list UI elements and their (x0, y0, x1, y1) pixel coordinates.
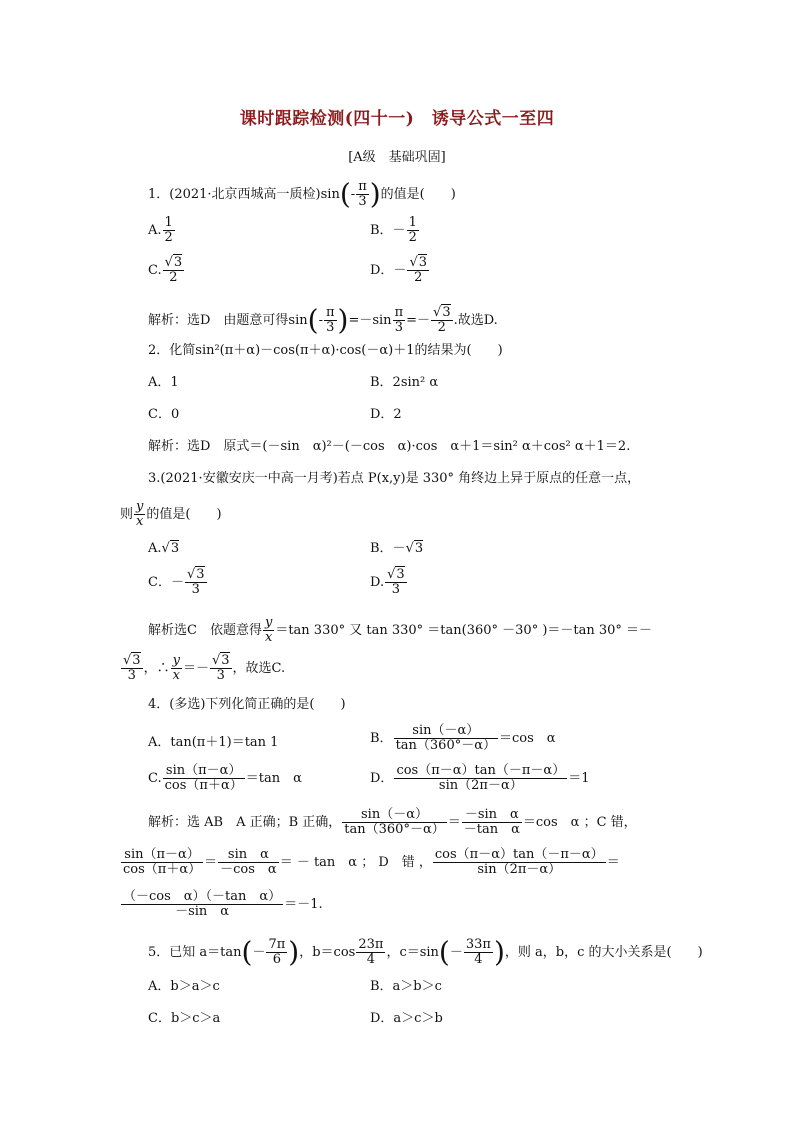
q3-solution: 解析选C 依题意得 $\frac{y}{x}$ ＝tan 330° 又 tan 330° ＝tan(360° －30° )＝－tan 30° ＝－ (148, 615, 653, 645)
q4-solution-line2: $\frac{\sin(\pi-\alpha)}{\cos(\pi+\alpha)}$ ＝ $\frac{\text{sin α}}{\text{－cos α}}$ ＝ － tan α ； D 错 ， $\frac{\cos(\pi-\alpha)\tan(-\pi-\alpha)}{\sin(2\pi-\alpha)}$ ＝ (123, 847, 620, 877)
q3-option-a: A.√3 (148, 541, 180, 556)
question-2-stem: 2．化简sin²(π＋α)－cos(π＋α)·cos(－α)＋1的结果为( ) (148, 343, 503, 358)
q4-option-b: B． $\frac{\sin(-\alpha)}{\tan(360^\circ-\alpha)}$ ＝cos α (370, 723, 556, 753)
question-3-stem: 3.(2021·安徽安庆一中高一月考)若点 P(x,y)是 330° 角终边上异于原点的任意一点， (148, 471, 641, 486)
question-5-stem: 5．已知 a＝tan(－ $\frac{7\pi}{6}$ )，b＝cos $\frac{23\pi}{4}$ ，c＝sin(－ $\frac{33\pi}{4}$ )，则 a，b，c 的大小关系是( ) (148, 935, 703, 969)
question-3-stem-cont: 则 $\frac{y}{x}$ 的值是( ) (120, 499, 222, 529)
q1-option-d: D．－ $\frac{√3}{2}$ (370, 255, 428, 285)
q4-option-c: C. $\frac{\sin(\pi-\alpha)}{\cos(\pi+\alpha)}$ ＝tan α (148, 763, 302, 793)
q1-option-b: B．－ $\frac{1}{2}$ (370, 215, 417, 245)
q5-option-d: D．a＞c＞b (370, 1011, 443, 1026)
q5-option-c: C．b＞c＞a (148, 1011, 221, 1026)
q5-option-b: B．a＞b＞c (370, 979, 442, 994)
section-label: [A级 基础巩固] (348, 150, 446, 165)
q3-option-d: D. $\frac{√3}{3}$ (370, 567, 405, 597)
q2-option-a: A．1 (148, 375, 179, 390)
q1-option-c: C. $\frac{√3}{2}$ (148, 255, 183, 285)
q3-option-b: B．－√3 (370, 541, 424, 556)
question-4-stem: 4．(多选)下列化简正确的是( ) (148, 697, 346, 712)
q2-option-c: C．0 (148, 407, 180, 422)
q4-option-d: D． $\frac{\cos(\pi-\alpha)\tan(-\pi-\alpha)}{\sin(2\pi-\alpha)}$ ＝1 (370, 763, 590, 793)
q1-option-a: A. $\frac{1}{2}$ (148, 215, 173, 245)
q1-solution: 解析：选D 由题意可得sin(- $\frac{\pi}{3}$ )=－sin $\frac{\pi}{3}$ =－ $\frac{√3}{2}$ .故选D. (148, 303, 498, 337)
q4-solution: 解析：选 AB A 正确；B 正确， $\frac{\sin(-\alpha)}{\tan(360^\circ-\alpha)}$ ＝ $\frac{\text{－sin α}}{\text{－tan α}}$ ＝cos α ；C 错， (148, 807, 637, 837)
q2-solution: 解析：选D 原式＝(－sin α)²－(－cos α)·cos α＋1＝sin² α＋cos² α＋1＝2. (148, 439, 631, 454)
q4-option-a: A．tan(π＋1)＝tan 1 (148, 735, 279, 750)
q3-solution-cont: $\frac{√3}{3}$ ，∴ $\frac{y}{x}$ ＝－ $\frac{√3}{3}$ ，故选C. (123, 653, 286, 683)
q5-option-a: A．b＞a＞c (148, 979, 220, 994)
q2-option-b: B．2sin² α (370, 375, 439, 390)
q2-option-d: D．2 (370, 407, 402, 422)
q3-option-c: C．－ $\frac{√3}{3}$ (148, 567, 205, 597)
q4-solution-line3: $\frac{\text{（－cos α）（－tan α）}}{\text{－sin α}}$ ＝－1. (123, 889, 323, 919)
question-1-stem: 1．(2021·北京西城高一质检)sin(- $\frac{\pi}{3}$ )的值是( ) (148, 177, 456, 211)
page-title: 课时跟踪检测(四十一) 诱导公式一至四 (239, 109, 555, 129)
